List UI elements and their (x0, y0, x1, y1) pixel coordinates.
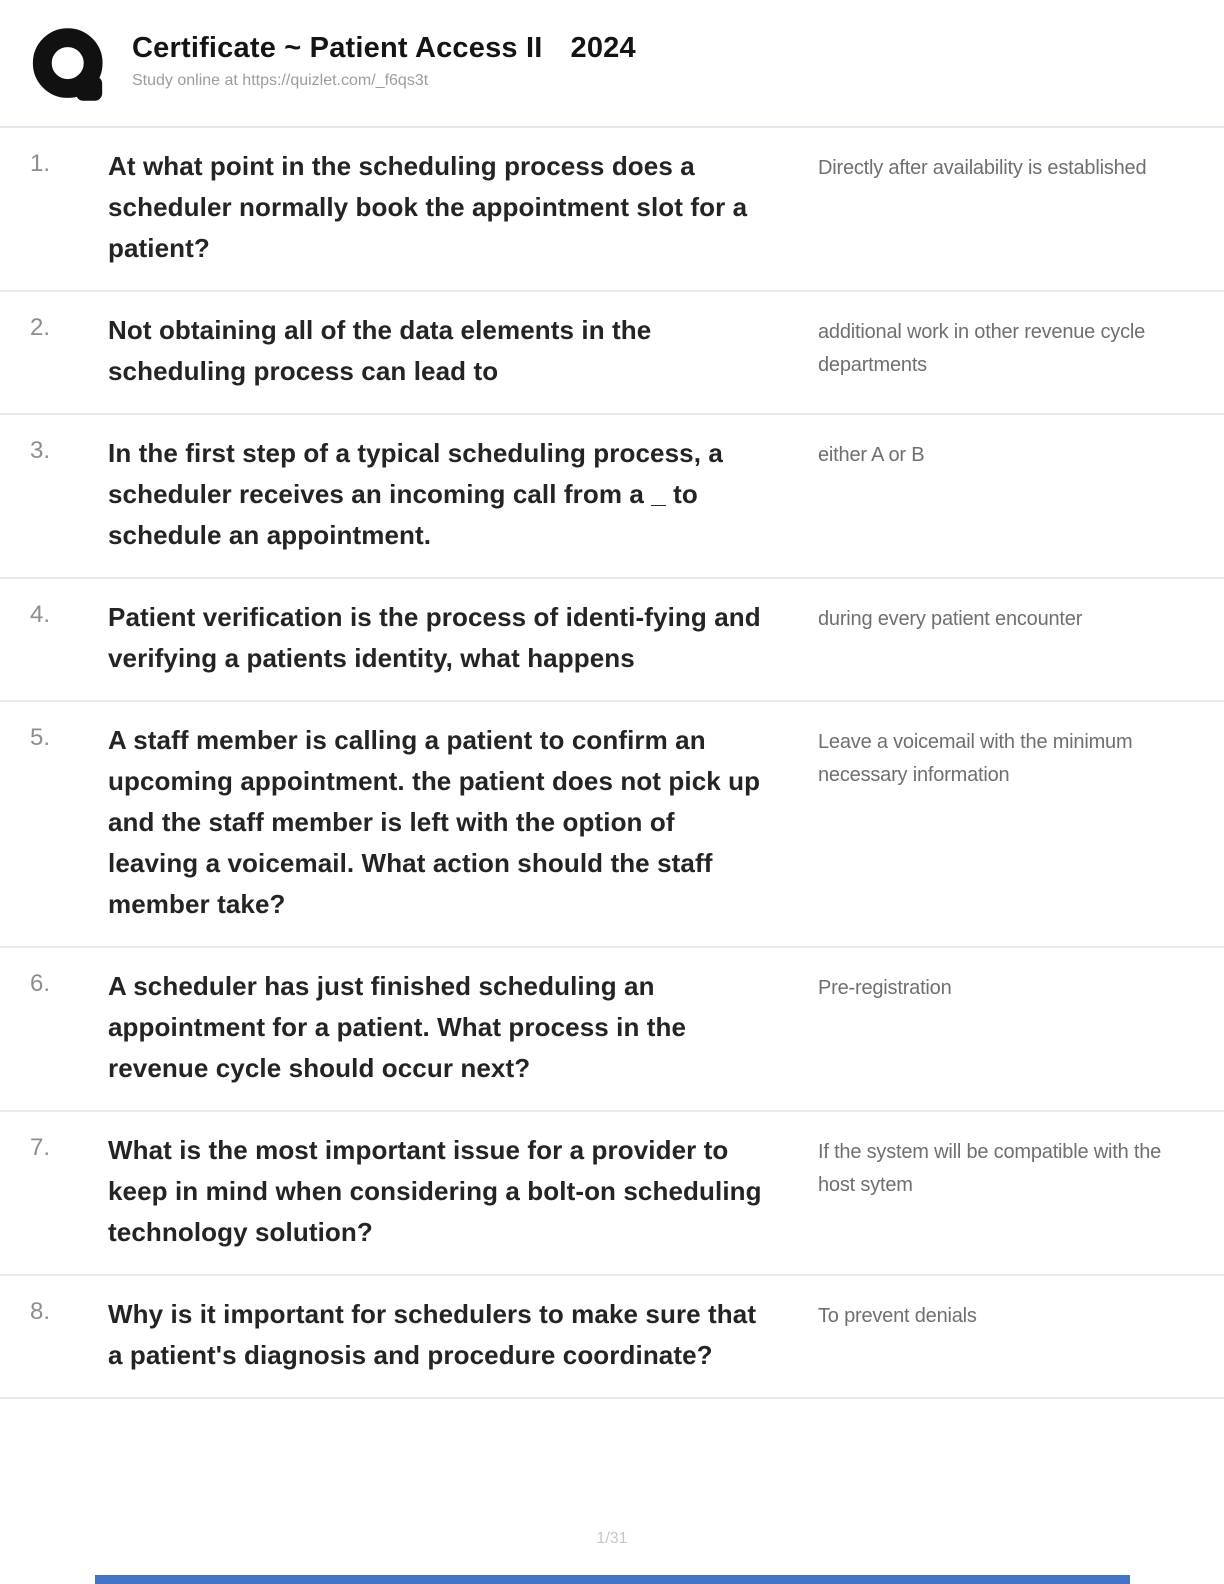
question-text: Why is it important for schedulers to make sure that a patient's diagnosis and procedure coordinate? (108, 1299, 757, 1370)
question-text: A staff member is calling a patient to confirm an upcoming appointment. the patient does not pick up and the staff member is left with the option of leaving a voicemail. What action should the staff member take? (108, 725, 761, 919)
answer-text: Pre-registration (818, 977, 952, 999)
question-number: 3. (30, 437, 51, 464)
qa-row-8 (0, 1276, 1224, 1399)
footer-accent-bar (95, 1575, 1130, 1584)
answer-text: Leave a voicemail with the minimum necessary information (818, 731, 1133, 786)
answer-text: Directly after availability is established (818, 157, 1147, 179)
question-text: A scheduler has just finished scheduling an appointment for a patient. What process in the revenue cycle should occur next? (108, 971, 687, 1083)
header (0, 0, 1224, 128)
qa-row-4 (0, 579, 1224, 702)
answer-text: during every patient encounter (818, 608, 1083, 630)
question-text: Not obtaining all of the data elements in the scheduling process can lead to (108, 315, 652, 386)
page-title-text: Certificate ~ Patient Access II (132, 32, 543, 64)
page-title-year: 2024 (570, 32, 636, 64)
question-number: 6. (30, 970, 51, 997)
qa-row-5 (0, 702, 1224, 948)
qa-row-6 (0, 948, 1224, 1112)
qa-row-1 (0, 128, 1224, 292)
question-text: Patient verification is the process of identi-fying and verifying a patients identity, what happens (108, 602, 761, 673)
answer-text: additional work in other revenue cycle departments (818, 321, 1146, 376)
question-text: What is the most important issue for a provider to keep in mind when considering a bolt-on scheduling technology solution? (108, 1135, 762, 1247)
question-number: 2. (30, 314, 51, 341)
quizlet-q-logo-icon (30, 26, 112, 110)
question-number: 4. (30, 601, 51, 628)
qa-row-2 (0, 292, 1224, 415)
header-titles (132, 26, 636, 90)
question-number: 5. (30, 724, 51, 751)
qa-row-3 (0, 415, 1224, 579)
page-indicator: 1/31 (596, 1530, 628, 1547)
question-number: 7. (30, 1134, 51, 1161)
qa-list (0, 128, 1224, 1399)
question-text: At what point in the scheduling process does a scheduler normally book the appointment slot for a patient? (108, 151, 748, 263)
answer-text: If the system will be compatible with the host sytem (818, 1141, 1162, 1196)
answer-text: To prevent denials (818, 1305, 977, 1327)
answer-text: either A or B (818, 444, 925, 466)
qa-row-7 (0, 1112, 1224, 1276)
study-online-link[interactable]: Study online at https://quizlet.com/_f6qs3t (132, 72, 429, 89)
page-title (132, 32, 636, 65)
question-number: 8. (30, 1298, 51, 1325)
question-text: In the first step of a typical scheduling process, a scheduler receives an incoming call from a _ to schedule an appointment. (108, 438, 723, 550)
question-number: 1. (30, 150, 51, 177)
